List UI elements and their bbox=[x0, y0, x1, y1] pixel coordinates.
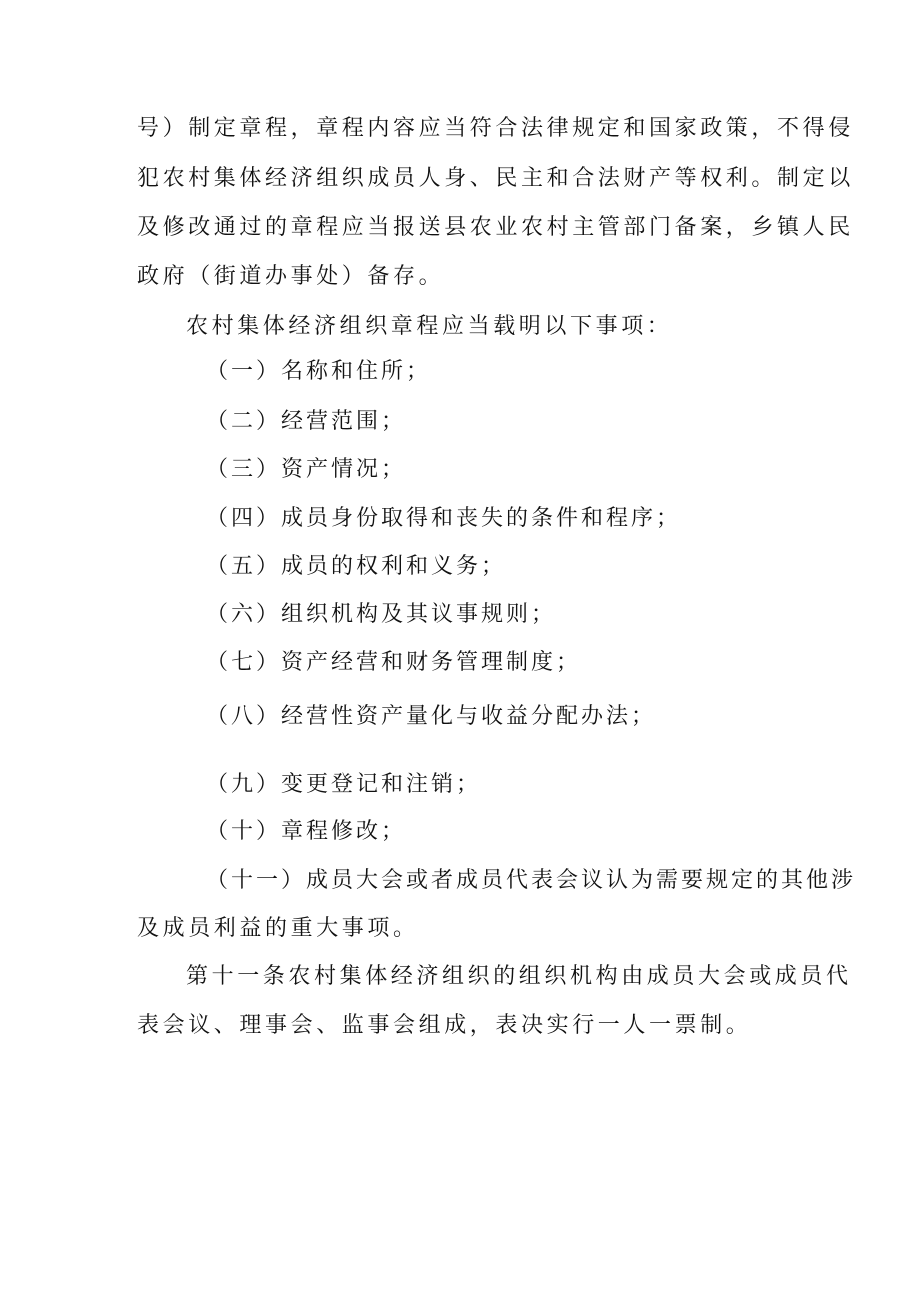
list-item-11-line: （十一）成员大会或者成员代表会议认为需要规定的其他涉 bbox=[206, 868, 857, 893]
list-item: （九）变更登记和注销； bbox=[206, 772, 482, 797]
paragraph-line: 犯农村集体经济组织成员人身、民主和合法财产等权利。制定以 bbox=[137, 166, 854, 191]
list-item: （十）章程修改； bbox=[206, 819, 407, 844]
list-item: （六）组织机构及其议事规则； bbox=[206, 602, 557, 627]
paragraph-line: 及修改通过的章程应当报送县农业农村主管部门备案，乡镇人民 bbox=[137, 215, 854, 240]
list-item: （五）成员的权利和义务； bbox=[206, 554, 507, 579]
list-item: （三）资产情况； bbox=[206, 457, 407, 482]
list-item: （二）经营范围； bbox=[206, 409, 407, 434]
paragraph-line: 号）制定章程，章程内容应当符合法律规定和国家政策，不得侵 bbox=[137, 116, 854, 141]
list-item-11-line: 及成员利益的重大事项。 bbox=[137, 916, 419, 941]
list-item: （四）成员身份取得和丧失的条件和程序； bbox=[206, 506, 682, 531]
paragraph-line: 政府（街道办事处）备存。 bbox=[137, 264, 445, 289]
intro-line: 农村集体经济组织章程应当载明以下事项： bbox=[186, 314, 673, 339]
list-item: （七）资产经营和财务管理制度； bbox=[206, 650, 582, 675]
article-line: 表会议、理事会、监事会组成，表决实行一人一票制。 bbox=[137, 1013, 752, 1038]
list-item: （八）经营性资产量化与收益分配办法； bbox=[206, 704, 657, 729]
list-item: （一）名称和住所； bbox=[206, 359, 432, 384]
article-line: 第十一条农村集体经济组织的组织机构由成员大会或成员代 bbox=[186, 964, 852, 989]
